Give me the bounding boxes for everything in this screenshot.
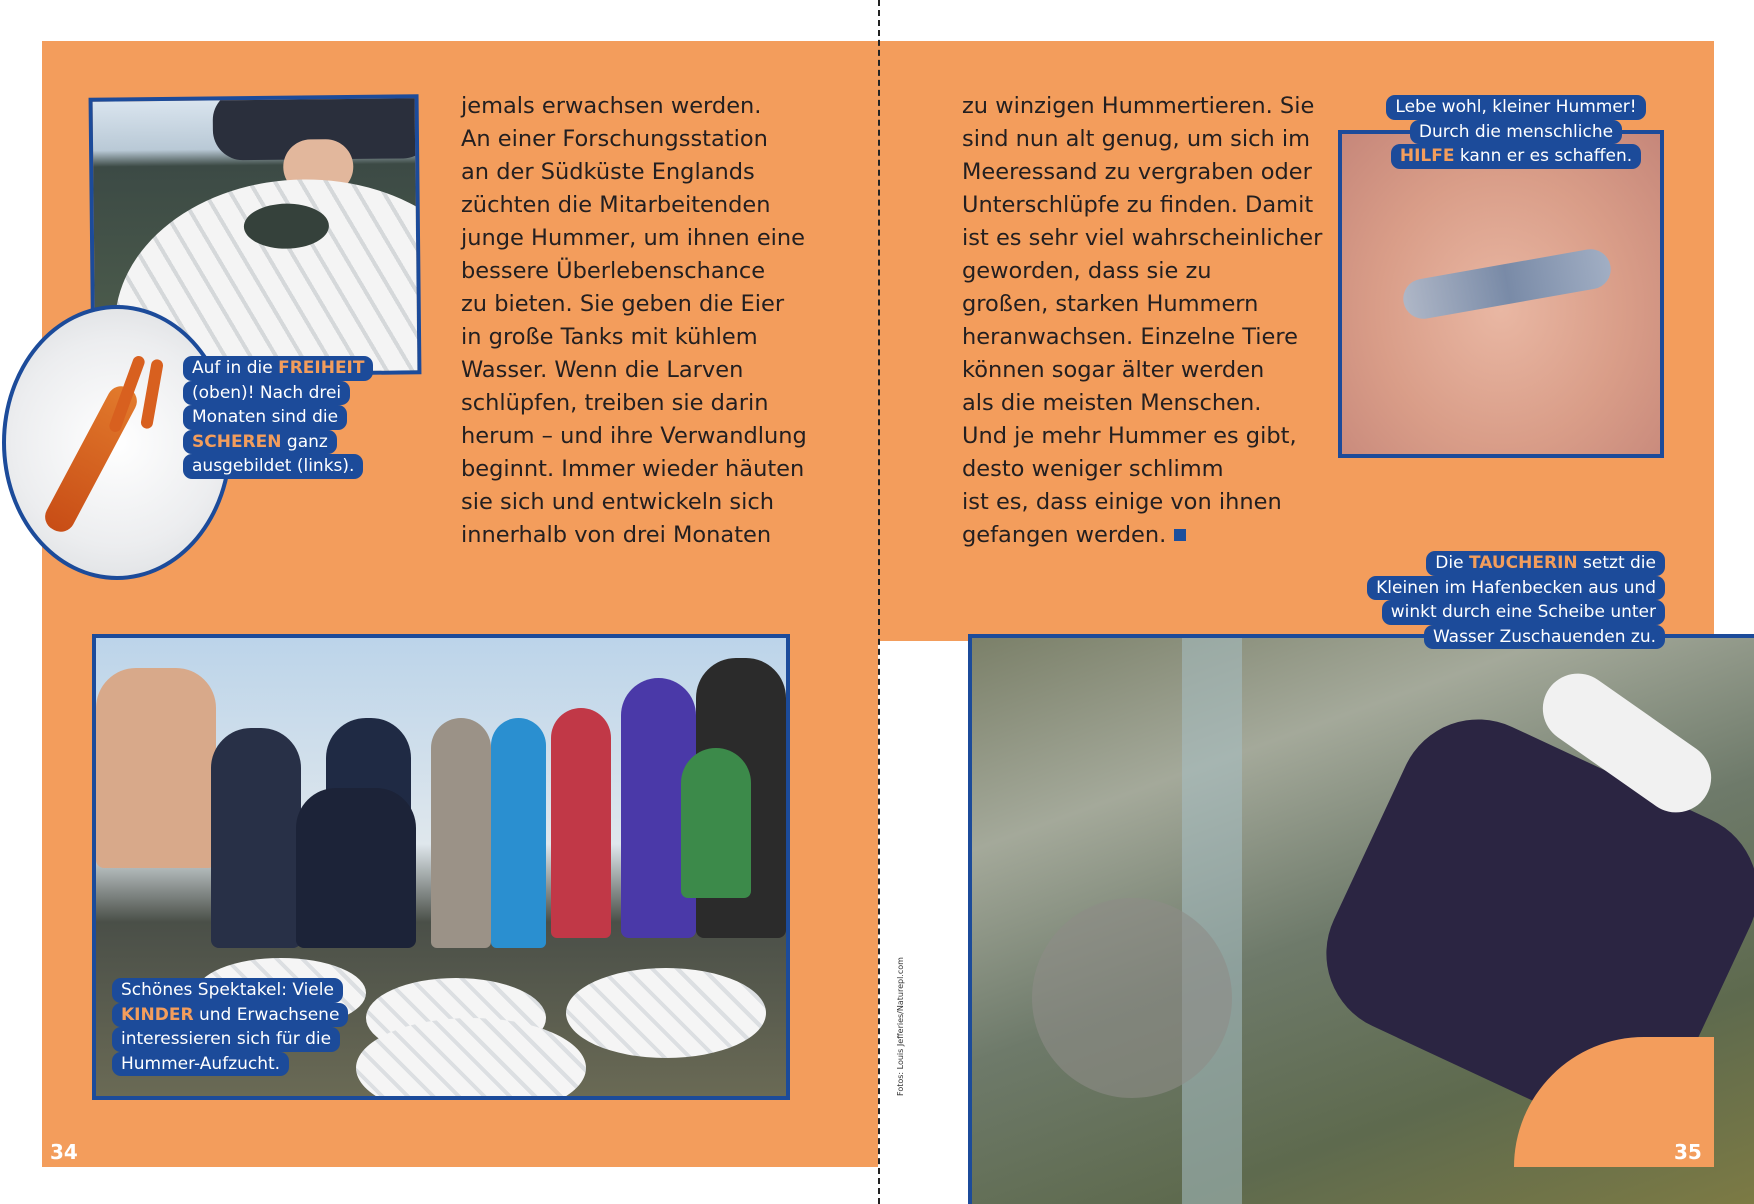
caption-kinder: Schönes Spektakel: Viele KINDER und Erwachsene interessieren sich für die Hummer-Aufzucht.: [112, 978, 372, 1076]
caption-taucherin: Die TAUCHERIN setzt die Kleinen im Hafenbecken aus und winkt durch eine Scheibe unter Wasser Zuschauenden zu.: [1300, 551, 1665, 649]
body-text-final-line: gefangen werden.: [962, 519, 1322, 552]
photo-credit: Fotos: Louis Jefferies/Naturepl.com: [896, 957, 905, 1096]
page-gutter-divider: [878, 0, 880, 1204]
body-text-right: zu winzigen Hummertieren. Sie sind nun alt genug, um sich im Meeressand zu vergraben oder Unterschlüpfe zu finden. Damit ist es sehr viel wahrscheinlicher geworden, dass sie zu großen, starken Hummern heranwachsen. Einzelne Tiere können sogar älter werden als die meisten Menschen. Und je mehr Hummer es gibt, desto weniger schlimm ist es, dass einige von ihnen gefangen werden.: [962, 90, 1322, 552]
caption-freiheit: Auf in die FREIHEIT (oben)! Nach drei Monaten sind die SCHEREN ganz ausgebildet (links).: [183, 356, 383, 479]
page-number-right: 35: [1674, 1140, 1702, 1164]
caption-hilfe: Lebe wohl, kleiner Hummer! Durch die menschliche HILFE kann er es schaffen.: [1366, 95, 1666, 169]
photo-juvenile-lobster-on-hand: [1338, 130, 1664, 458]
page-number-left: 34: [50, 1140, 78, 1164]
body-text-left: jemals erwachsen werden. An einer Forschungsstation an der Südküste Englands züchten die Mitarbeitenden junge Hummer, um ihnen eine bessere Überlebenschance zu bieten. Sie geben die Eier in große Tanks mit kühlem Wasser. Wenn die Larven schlüpfen, treiben sie darin herum – und ihre Verwandlung beginnt. Immer wieder häuten sie sich und entwickeln sich innerhalb von drei Monaten: [461, 93, 807, 548]
end-mark-square: [1174, 529, 1186, 541]
